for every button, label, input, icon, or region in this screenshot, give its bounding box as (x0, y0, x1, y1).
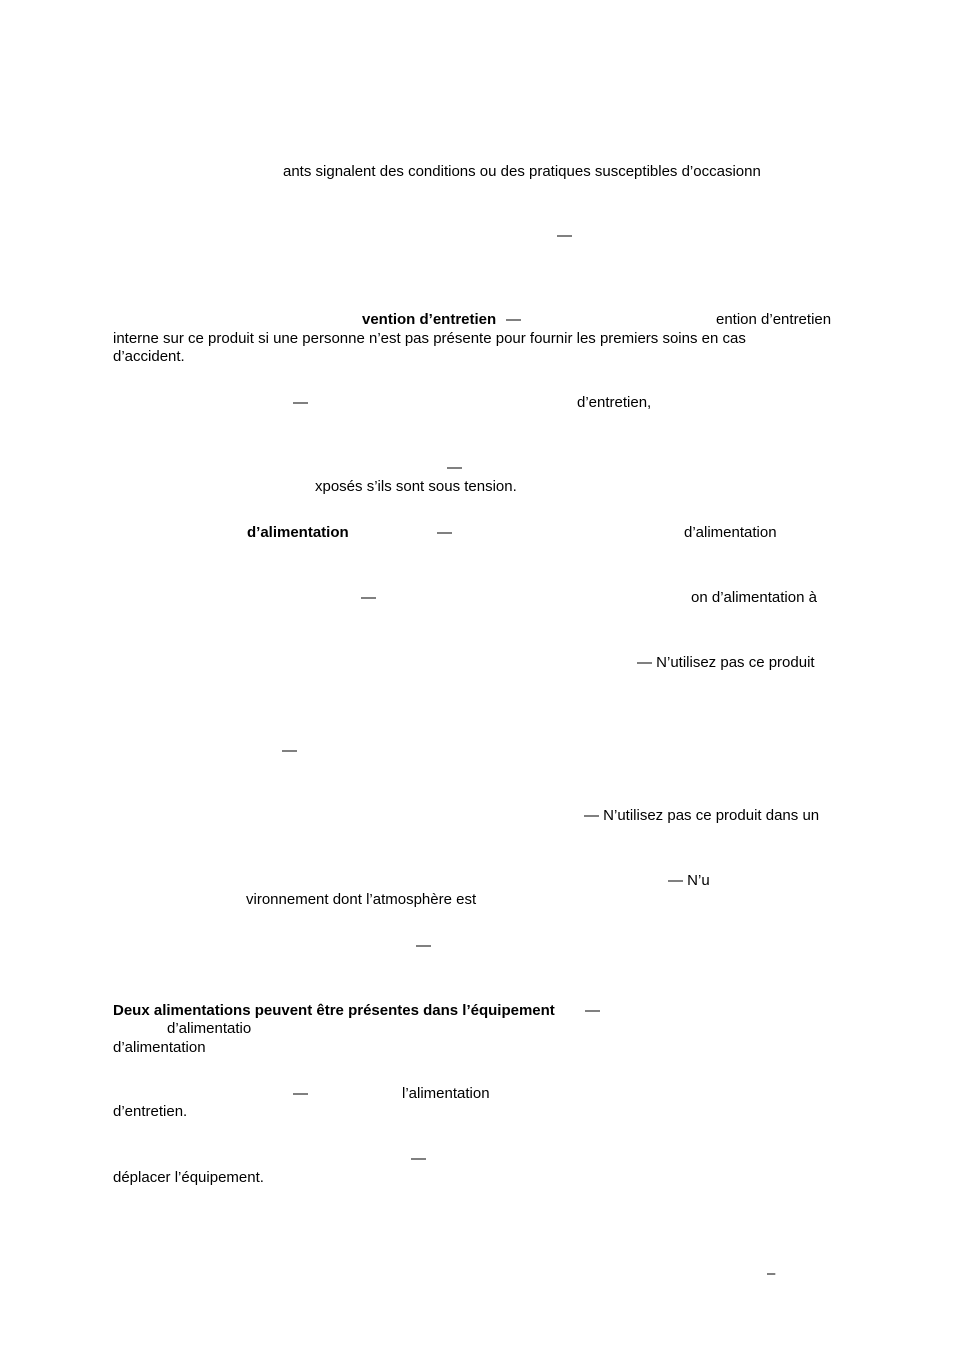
em-dash: — (416, 937, 431, 954)
page-footer-mark: – (767, 1265, 776, 1282)
text-line: vironnement dont l’atmosphère est (246, 891, 477, 908)
em-dash: — (293, 1085, 308, 1102)
em-dash: — (585, 1002, 600, 1019)
em-dash: — (411, 1150, 426, 1167)
text-line: d’alimentation (113, 1039, 206, 1056)
em-dash: — (447, 459, 462, 476)
text-line: — N’u (668, 872, 710, 889)
text-line: xposés s’ils sont sous tension. (315, 478, 517, 495)
bold-heading: Deux alimentations peuvent être présentes dans l’équipement (113, 1002, 555, 1019)
text-line: l’alimentation (402, 1085, 490, 1102)
text-line: interne sur ce produit si une personne n’est pas présente pour fournir les premiers soins en cas (113, 330, 746, 347)
text-line: — N’utilisez pas ce produit dans un (584, 807, 820, 824)
text-line: ention d’entretien (716, 311, 832, 328)
text-line: d’alimentatio (167, 1020, 252, 1037)
text-line: d’accident. (113, 348, 185, 365)
em-dash: — (506, 311, 521, 328)
text-line: d’entretien. (113, 1103, 188, 1120)
text-line: ants signalent des conditions ou des pratiques susceptibles d’occasionn (283, 163, 761, 180)
bold-heading: d’alimentation (247, 524, 349, 541)
em-dash: — (437, 524, 452, 541)
em-dash: — (361, 589, 376, 606)
em-dash: — (557, 227, 572, 244)
em-dash: — (282, 742, 297, 759)
text-line: d’entretien, (577, 394, 652, 411)
text-line: — N’utilisez pas ce produit (637, 654, 815, 671)
bold-heading: vention d’entretien (362, 311, 497, 328)
text-line: on d’alimentation à (691, 589, 817, 606)
text-line: d’alimentation (684, 524, 777, 541)
text-line: déplacer l’équipement. (113, 1169, 264, 1186)
em-dash: — (293, 394, 308, 411)
